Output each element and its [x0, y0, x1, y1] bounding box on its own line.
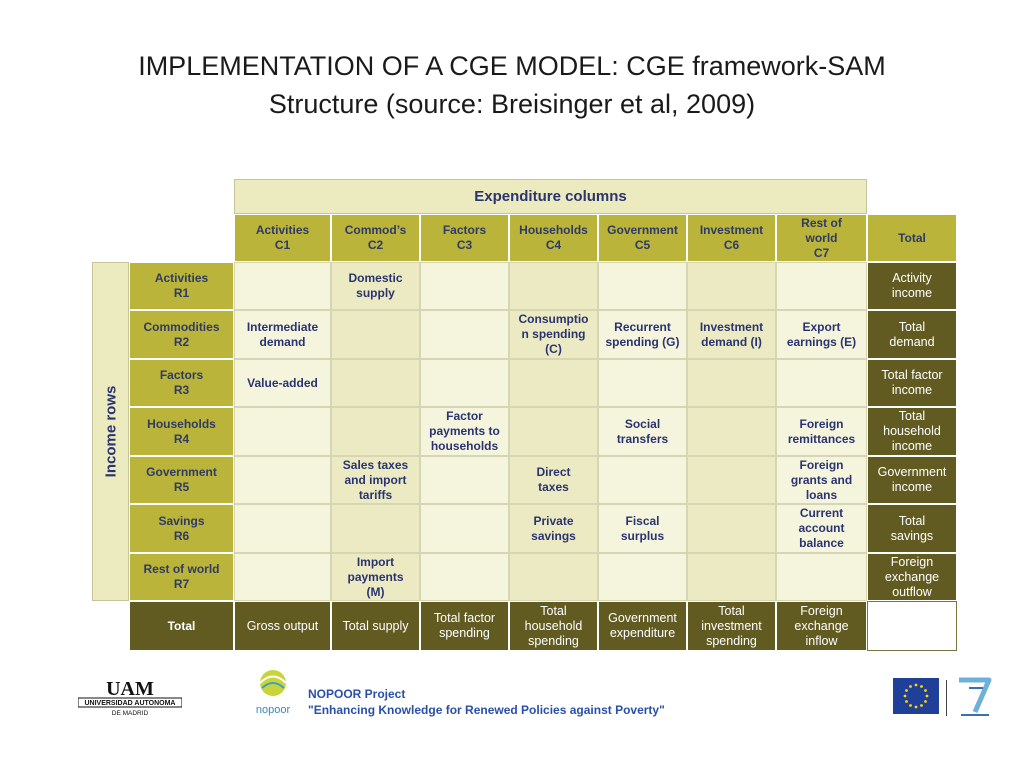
row-header-r7 [129, 553, 234, 601]
row-header-r2 [129, 310, 234, 359]
sam-cell-r1-c3 [420, 262, 509, 310]
row-total-r6: Total savings [867, 504, 957, 553]
column-header-line: world [805, 230, 838, 245]
title-line-1: IMPLEMENTATION OF A CGE MODEL: CGE framework-SAM [138, 51, 886, 81]
total-row-c5: Government expenditure [598, 601, 687, 651]
income-rows-header [92, 262, 129, 601]
column-header-c4 [509, 214, 598, 262]
row-header-line: Rest of world [143, 562, 220, 576]
row-total-r1: Activity income [867, 262, 957, 310]
row-header-line: Activities [154, 271, 209, 285]
sam-cell-r7-c4 [509, 553, 598, 601]
sam-cell-r4-c5: Social transfers [598, 407, 687, 456]
column-header-line: C2 [367, 238, 384, 252]
row-header-line: Savings [158, 513, 205, 528]
column-header-line: Commod’s [344, 223, 407, 237]
uam-logo-mark: UAM [106, 678, 154, 700]
row-total-r4: Total household income [867, 407, 957, 456]
row-header-r1 [129, 262, 234, 310]
fp7-logo-icon [955, 676, 995, 723]
sam-cell-r3-c6 [687, 359, 776, 407]
column-header-c1 [234, 214, 331, 262]
sam-cell-r6-c5: Fiscal surplus [598, 504, 687, 553]
row-total-r5: Government income [867, 456, 957, 504]
row-header-r5 [129, 456, 234, 504]
total-row-c2: Total supply [331, 601, 420, 651]
sam-cell-r3-c7 [776, 359, 867, 407]
sam-cell-r6-c1 [234, 504, 331, 553]
title-line-2: Structure (source: Breisinger et al, 2009) [268, 89, 756, 119]
sam-cell-r1-c5 [598, 262, 687, 310]
column-header-c2 [331, 214, 420, 262]
sam-cell-r7-c2: Import payments (M) [331, 553, 420, 601]
sam-cell-r1-c1 [234, 262, 331, 310]
column-header-total: Total [867, 214, 957, 262]
slide-title [40, 47, 984, 123]
income-rows-label: Income rows [102, 385, 120, 478]
sam-cell-r3-c5 [598, 359, 687, 407]
sam-cell-r1-c7 [776, 262, 867, 310]
sam-cell-r1-c6 [687, 262, 776, 310]
column-header-line: C5 [634, 238, 651, 252]
eu-flag-icon [893, 678, 939, 719]
row-header-line: Commodities [143, 319, 220, 334]
sam-cell-r7-c5 [598, 553, 687, 601]
total-row-c3: Total factor spending [420, 601, 509, 651]
sam-cell-r7-c3 [420, 553, 509, 601]
sam-table [92, 179, 957, 651]
row-header-line: R5 [173, 480, 190, 494]
project-info [308, 686, 665, 718]
row-header-line: R6 [173, 528, 190, 543]
sam-cell-r2-c7: Export earnings (E) [776, 310, 867, 359]
sam-cell-r3-c1: Value-added [234, 359, 331, 407]
sam-cell-r6-c4: Private savings [509, 504, 598, 553]
row-header-r4 [129, 407, 234, 456]
row-header-r3 [129, 359, 234, 407]
sam-cell-r5-c2: Sales taxes and import tariffs [331, 456, 420, 504]
sam-cell-r6-c3 [420, 504, 509, 553]
row-total-r3: Total factor income [867, 359, 957, 407]
nopoor-logo-text: nopoor [255, 704, 291, 716]
column-header-line: C6 [723, 238, 740, 252]
row-header-line: R4 [173, 431, 190, 446]
sam-cell-r5-c4: Direct taxes [509, 456, 598, 504]
column-header-c5 [598, 214, 687, 262]
row-total-r7: Foreign exchange outflow [867, 553, 957, 601]
column-header-c7 [776, 214, 867, 262]
column-header-line: Factors [442, 223, 487, 237]
column-header-line: Investment [699, 223, 764, 237]
column-header-line: Households [519, 223, 588, 237]
sam-cell-r7-c1 [234, 553, 331, 601]
column-header-line: Activities [255, 223, 310, 237]
row-header-line: R7 [173, 577, 190, 591]
column-header-line: C1 [274, 238, 291, 252]
row-header-line: Government [146, 465, 217, 479]
sam-cell-r2-c1: Intermediate demand [234, 310, 331, 359]
total-row-c7: Foreign exchange inflow [776, 601, 867, 651]
total-row-c1: Gross output [234, 601, 331, 651]
sam-cell-r3-c3 [420, 359, 509, 407]
sam-cell-r6-c2 [331, 504, 420, 553]
uam-logo [78, 675, 182, 722]
column-header-c6 [687, 214, 776, 262]
sam-cell-r7-c6 [687, 553, 776, 601]
row-total-r2: Total demand [867, 310, 957, 359]
sam-cell-r4-c7: Foreign remittances [776, 407, 867, 456]
sam-cell-r7-c7 [776, 553, 867, 601]
sam-cell-r6-c6 [687, 504, 776, 553]
sam-cell-r2-c2 [331, 310, 420, 359]
total-corner-blank [867, 601, 957, 651]
sam-cell-r6-c7: Current account balance [776, 504, 867, 553]
sam-cell-r4-c3: Factor payments to households [420, 407, 509, 456]
row-header-line: R3 [173, 383, 190, 397]
row-header-line: Households [147, 416, 216, 431]
sam-cell-r5-c6 [687, 456, 776, 504]
sam-cell-r3-c2 [331, 359, 420, 407]
row-header-line: Factors [159, 368, 204, 382]
sam-cell-r5-c3 [420, 456, 509, 504]
column-header-line: C7 [813, 245, 830, 260]
total-row-c4: Total household spending [509, 601, 598, 651]
sam-cell-r1-c4 [509, 262, 598, 310]
sam-cell-r2-c5: Recurrent spending (G) [598, 310, 687, 359]
sam-cell-r2-c3 [420, 310, 509, 359]
sam-cell-r4-c6 [687, 407, 776, 456]
logo-divider [946, 680, 947, 716]
sam-cell-r2-c4: Consumptio n spending (C) [509, 310, 598, 359]
sam-cell-r4-c4 [509, 407, 598, 456]
column-header-line: Rest of [801, 215, 842, 230]
project-tagline: "Enhancing Knowledge for Renewed Policies against Poverty" [308, 703, 665, 717]
row-header-r6 [129, 504, 234, 553]
column-header-line: Government [607, 223, 678, 237]
total-row-label: Total [129, 601, 234, 651]
row-header-line: R2 [173, 334, 190, 349]
uam-logo-line2: DE MADRID [111, 710, 149, 717]
total-row-c6: Total investment spending [687, 601, 776, 651]
sam-cell-r5-c7: Foreign grants and loans [776, 456, 867, 504]
row-header-line: R1 [173, 286, 190, 300]
uam-logo-line1: UNIVERSIDAD AUTONOMA [84, 700, 176, 707]
sam-cell-r4-c2 [331, 407, 420, 456]
sam-cell-r3-c4 [509, 359, 598, 407]
sam-cell-r5-c5 [598, 456, 687, 504]
expenditure-columns-header: Expenditure columns [234, 179, 867, 214]
nopoor-logo [252, 666, 294, 723]
sam-cell-r2-c6: Investment demand (I) [687, 310, 776, 359]
sam-cell-r1-c2: Domestic supply [331, 262, 420, 310]
sam-cell-r5-c1 [234, 456, 331, 504]
column-header-c3 [420, 214, 509, 262]
sam-cell-r4-c1 [234, 407, 331, 456]
column-header-line: C4 [545, 238, 562, 252]
project-name: NOPOOR Project [308, 687, 406, 701]
column-header-line: C3 [456, 238, 473, 252]
